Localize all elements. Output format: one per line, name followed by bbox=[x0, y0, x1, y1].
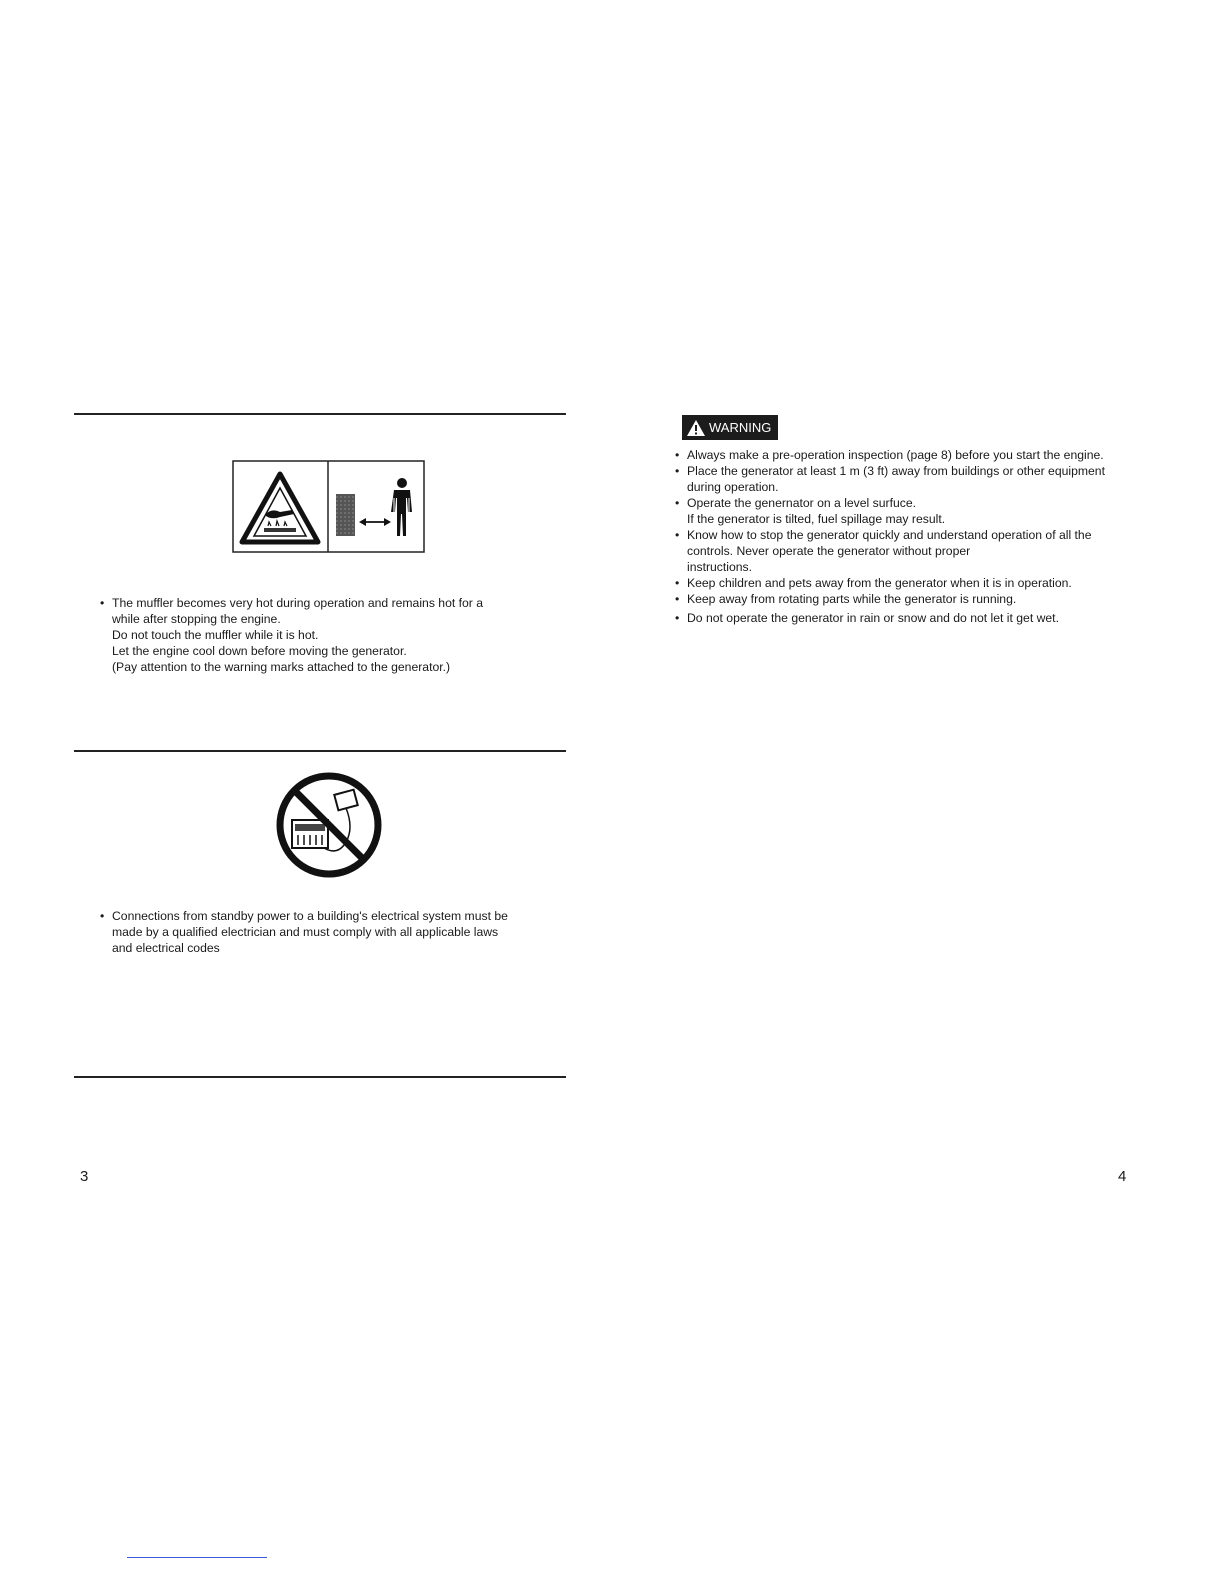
no-connection-sign bbox=[276, 772, 382, 878]
list-item bbox=[673, 591, 1153, 607]
list-item bbox=[98, 595, 568, 675]
text-line: • Keep away from rotating parts while the generator is running. bbox=[687, 592, 1017, 606]
hot-surface-sign bbox=[232, 460, 425, 553]
text-line: Do not touch the muffler while it is hot. bbox=[112, 628, 319, 642]
section-divider-middle bbox=[74, 750, 566, 752]
muffler-warning-list bbox=[98, 595, 568, 675]
list-item bbox=[673, 463, 1153, 495]
no-building-connection-icon bbox=[276, 772, 382, 878]
page-number-right: 4 bbox=[1118, 1168, 1127, 1185]
page-number-left: 3 bbox=[80, 1168, 89, 1185]
section-divider-top bbox=[74, 413, 566, 415]
text-line: controls. Never operate the generator without proper bbox=[687, 544, 971, 558]
text-line: • Keep children and pets away from the generator when it is in operation. bbox=[687, 576, 1072, 590]
list-item bbox=[673, 527, 1153, 575]
list-item bbox=[673, 575, 1153, 591]
text-line: • Place the generator at least 1 m (3 ft) away from buildings or other equipment bbox=[687, 464, 1105, 478]
list-item bbox=[98, 908, 568, 956]
warning-label: WARNING bbox=[709, 420, 772, 435]
text-line: (Pay attention to the warning marks attached to the generator.) bbox=[112, 660, 451, 674]
connection-warning-list bbox=[98, 908, 568, 956]
list-item bbox=[673, 495, 1153, 527]
section-divider-bottom bbox=[74, 1076, 566, 1078]
text-line: made by a qualified electrician and must comply with all applicable laws bbox=[112, 925, 499, 939]
warning-badge bbox=[682, 415, 778, 440]
text-line: • Do not operate the generator in rain or snow and do not let it get wet. bbox=[687, 611, 1059, 625]
list-item bbox=[673, 447, 1153, 463]
text-line: • The muffler becomes very hot during operation and remains hot for a bbox=[112, 596, 484, 610]
text-line: If the generator is tilted, fuel spillage may result. bbox=[687, 512, 946, 526]
text-line: • Always make a pre-operation inspection (page 8) before you start the engine. bbox=[687, 448, 1104, 462]
general-warning-list bbox=[673, 447, 1153, 626]
text-line: • Know how to stop the generator quickly and understand operation of all the bbox=[687, 528, 1092, 542]
text-line: Let the engine cool down before moving the generator. bbox=[112, 644, 407, 658]
text-line: and electrical codes bbox=[112, 941, 220, 955]
list-item bbox=[673, 610, 1153, 626]
text-line: • Operate the genernator on a level surfuce. bbox=[687, 496, 916, 510]
footer-underline bbox=[127, 1557, 267, 1558]
text-line: instructions. bbox=[687, 560, 753, 574]
text-line: • Connections from standby power to a building's electrical system must be bbox=[112, 909, 508, 923]
text-line: during operation. bbox=[687, 480, 779, 494]
text-line: while after stopping the engine. bbox=[112, 612, 281, 626]
warning-triangle-icon bbox=[687, 420, 705, 436]
